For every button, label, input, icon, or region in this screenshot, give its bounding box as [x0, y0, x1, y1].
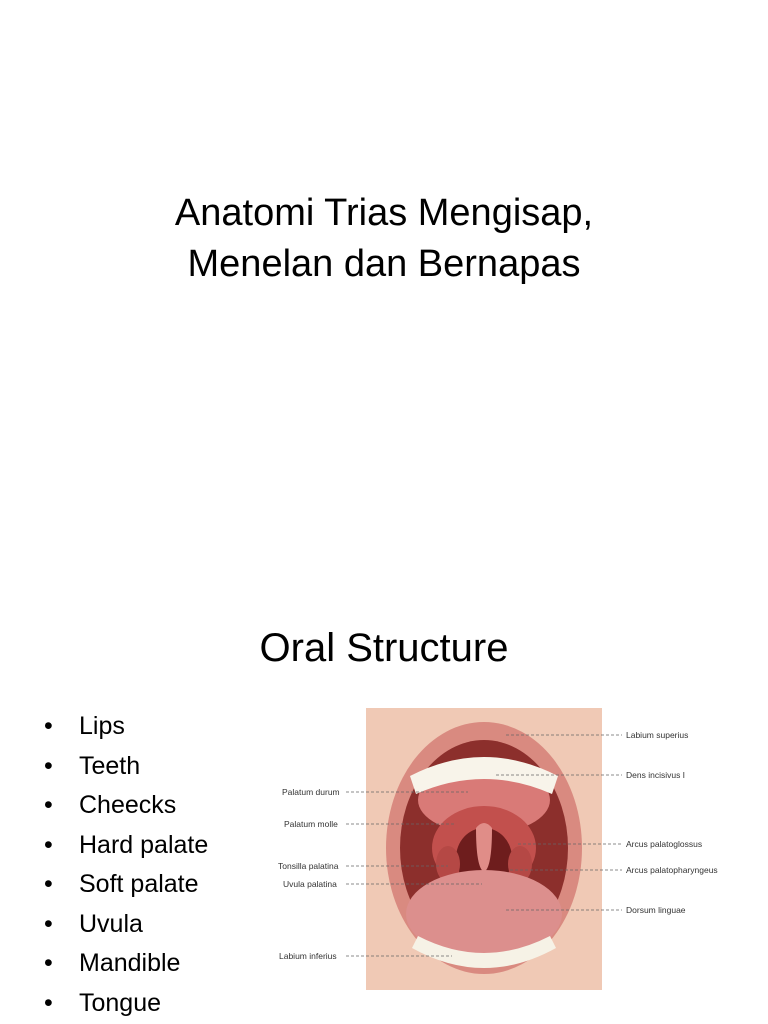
bullet-icon: • [44, 988, 53, 1017]
bullet-icon: • [44, 830, 53, 859]
label-palatum-molle: Palatum molle [284, 819, 338, 829]
list-item: • Mandible [44, 944, 208, 984]
list-item: • Teeth [44, 747, 208, 787]
bullet-icon: • [44, 712, 53, 740]
label-labium-inferius: Labium inferius [279, 951, 337, 961]
bullet-list [44, 707, 208, 1023]
label-arcus-palatoglossus: Arcus palatoglossus [626, 839, 703, 849]
oral-structure-slide [0, 576, 768, 1024]
bullet-icon: • [44, 949, 53, 977]
label-palatum-durum: Palatum durum [282, 787, 340, 797]
label-labium-superius: Labium superius [626, 730, 689, 740]
list-item: • Uvula [44, 905, 208, 945]
list-item: • Tongue [44, 984, 208, 1024]
list-item: • Hard palate [44, 826, 208, 866]
label-tonsilla-palatina: Tonsilla palatina [278, 861, 339, 871]
bullet-icon: • [44, 870, 53, 898]
slide-title: Oral Structure [259, 626, 509, 670]
label-dens-incisivus: Dens incisivus I [626, 770, 686, 780]
bullet-icon: • [44, 909, 53, 938]
bullet-icon: • [44, 791, 53, 819]
list-item: • Lips [44, 707, 208, 747]
title-line-2: Menelan dan Bernapas [187, 243, 581, 285]
title-line-1: Anatomi Trias Mengisap, [174, 192, 594, 234]
label-arcus-palatopharyngeus: Arcus palatopharyngeus [626, 865, 718, 875]
list-item: • Cheecks [44, 786, 208, 826]
bullet-icon: • [44, 751, 53, 780]
list-item: • Soft palate [44, 865, 208, 905]
label-uvula-palatina: Uvula palatina [283, 879, 337, 889]
label-dorsum-linguae: Dorsum linguae [626, 905, 686, 915]
slide-title [0, 188, 768, 290]
oral-anatomy-figure [270, 708, 720, 1024]
